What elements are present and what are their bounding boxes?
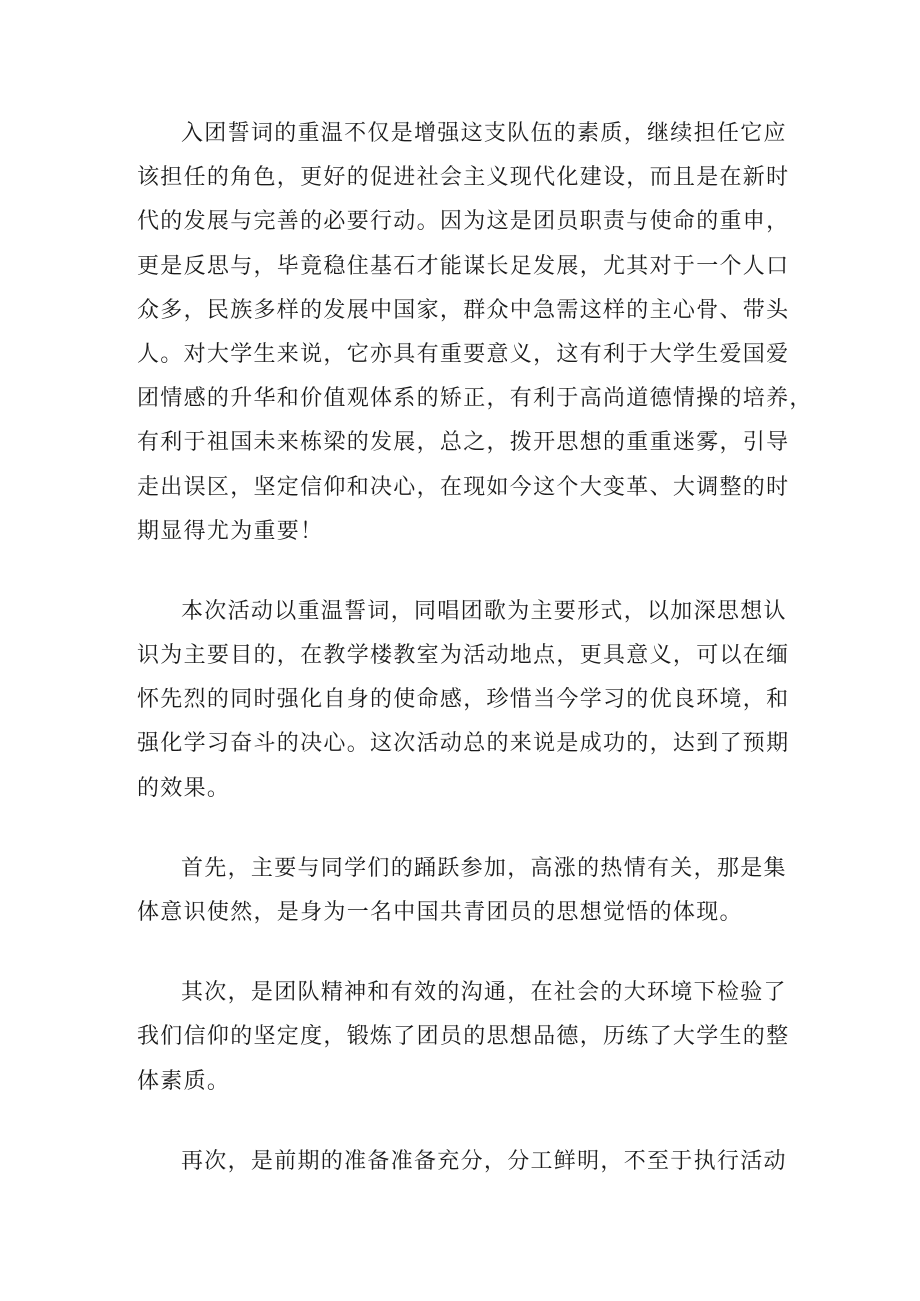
text-line: 强化学习奋斗的决心。这次活动总的来说是成功的，达到了预期	[137, 731, 790, 757]
text-line: 体意识使然，是身为一名中国共青团员的思想觉悟的体现。	[137, 900, 743, 925]
text-line: 体素质。	[137, 1068, 231, 1094]
paragraph-5	[137, 1140, 797, 1184]
text-line: 我们信仰的坚定度，锻炼了团员的思想品德，历练了大学生的整	[137, 1024, 790, 1050]
text-line: 本次活动以重温誓词，同唱团歌为主要形式，以加深思想认	[181, 598, 787, 624]
text-line: 期显得尤为重要！	[137, 518, 324, 544]
text-line: 代的发展与完善的必要行动。因为这是团员职责与使命的重申，	[137, 209, 790, 235]
text-line: 人。对大学生来说，它亦具有重要意义，这有利于大学生爱国爱	[137, 341, 790, 367]
text-line: 其次，是团队精神和有效的沟通，在社会的大环境下检验了	[181, 980, 787, 1006]
paragraph-1	[137, 112, 813, 554]
text-line: 怀先烈的同时强化自身的使命感，珍惜当今学习的优良环境，和	[137, 687, 790, 713]
text-line: 入团誓词的重温不仅是增强这支队伍的素质，继续担任它应	[181, 121, 787, 146]
text-line: 首先，主要与同学们的踊跃参加，高涨的热情有关，那是集	[181, 855, 787, 881]
document-body	[137, 112, 813, 1220]
text-line: 识为主要目的，在教学楼教室为活动地点，更具意义，可以在缅	[137, 643, 790, 669]
text-line: 再次，是前期的准备准备充分，分工鲜明，不至于执行活动	[181, 1148, 787, 1174]
text-line: 更是反思与，毕竟稳住基石才能谋长足发展，尤其对于一个人口	[137, 253, 790, 279]
text-line: 的效果。	[137, 775, 231, 801]
text-line: 有利于祖国未来栋梁的发展，总之，拨开思想的重重迷雾，引导	[137, 430, 790, 456]
paragraph-4	[137, 971, 797, 1104]
text-line: 众多，民族多样的发展中国家，群众中急需这样的主心骨、带头	[137, 297, 790, 323]
paragraph-3	[137, 847, 797, 935]
text-line: 走出误区，坚定信仰和决心，在现如今这个大变革、大调整的时	[137, 474, 790, 500]
text-line: 该担任的角色，更好的促进社会主义现代化建设，而且是在新时	[137, 165, 790, 191]
paragraph-2	[137, 590, 797, 811]
text-line: 团情感的升华和价值观体系的矫正，有利于高尚道德情操的培养，	[137, 386, 813, 412]
